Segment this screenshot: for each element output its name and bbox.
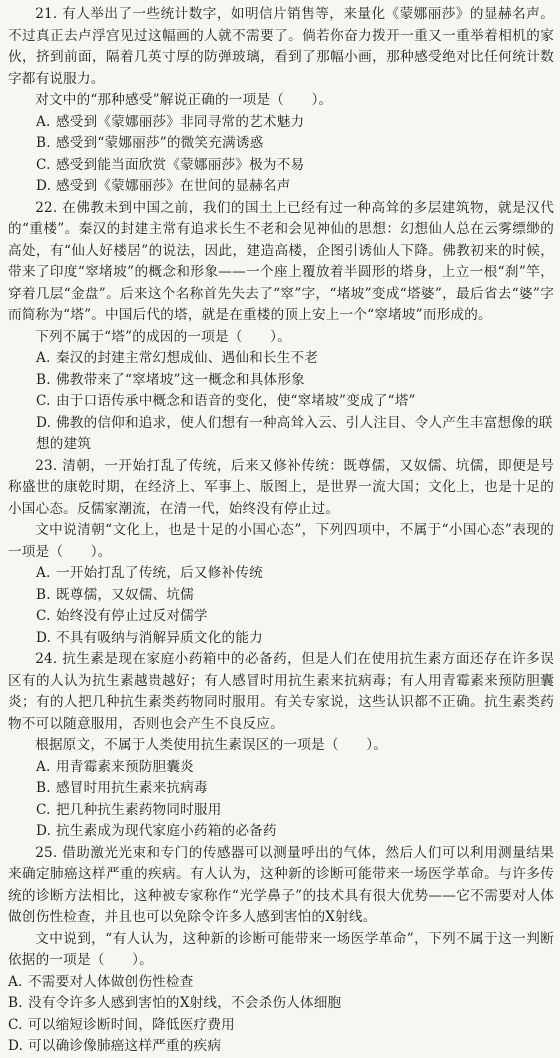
question-24-stem: 24. 抗生素是现在家庭小药箱中的必备药，但是人们在使用抗生素方面还存在许多误区有的人认为抗生素越贵越好；有人感冒时用抗生素来抗病毒；有人用青霉素来预防胆囊炎；有的人把几种抗生素类药物同时服用。有关专家说，这些认识都不正确。抗生素类药物不可以随意服用，否则也会产生不良反应。 — [8, 651, 554, 732]
option-letter: D. — [36, 178, 52, 194]
question-24-options — [8, 757, 554, 843]
option-letter: B. — [36, 135, 51, 151]
option-b[interactable] — [8, 133, 554, 155]
option-text: 感受到《蒙娜丽莎》在世间的显赫名声 — [56, 178, 291, 194]
option-text: 感受到《蒙娜丽莎》非同寻常的艺术魅力 — [56, 113, 305, 130]
question-22-options — [8, 348, 554, 456]
option-letter: A. — [36, 565, 51, 581]
option-a[interactable] — [8, 757, 554, 779]
question-23-options — [8, 563, 554, 649]
option-text: 用青霉素来预防胆囊炎 — [56, 758, 194, 775]
option-letter: C. — [36, 393, 51, 409]
option-text: 佛教带来了“窣堵坡”这一概念和具体形象 — [56, 371, 305, 388]
option-letter: D. — [36, 823, 52, 839]
option-b[interactable] — [8, 370, 554, 392]
option-c[interactable] — [8, 606, 554, 628]
question-22 — [8, 198, 554, 456]
option-a[interactable] — [8, 348, 554, 370]
option-letter: C. — [36, 801, 51, 818]
question-22-prompt: 下列不属于“塔”的成因的一项是（ ）。 — [35, 328, 291, 345]
option-b[interactable] — [8, 993, 554, 1015]
question-24-prompt: 根据原文，不属于人类使用抗生素误区的一项是（ ）。 — [35, 737, 388, 753]
option-text: 可以缩短诊断时间，降低医疗费用 — [28, 1016, 235, 1033]
option-letter: C. — [36, 156, 51, 173]
option-letter: C. — [8, 1016, 23, 1033]
option-text: 始终没有停止过反对儒学 — [56, 608, 208, 624]
option-letter: A. — [36, 113, 51, 130]
option-letter: A. — [36, 758, 51, 775]
option-letter: A. — [36, 350, 51, 366]
option-a[interactable] — [8, 972, 554, 994]
option-c[interactable] — [8, 1015, 554, 1037]
question-25-stem: 25. 借助激光光束和专门的传感器可以测量呼出的气体，然后人们可以利用测量结果来确定肺癌这样严重的疾病。有人认为，这种新的诊断可能带来一场医学革命。与许多传统的诊断方法相比，这种被专家称作“光学鼻子”的技术具有很大优势——它不需要对人体做创伤性检查，并且也可以免除令许多人感到害怕的X射线。 — [8, 844, 554, 925]
option-text: 由于口语传承中概念和语音的变化，使“窣堵坡”变成了“塔” — [56, 393, 416, 409]
option-text: 不具有吸纳与消解异质文化的能力 — [56, 629, 263, 646]
question-21-options — [8, 112, 554, 198]
option-c[interactable] — [8, 800, 554, 822]
option-text: 佛教的信仰和追求，使人们想有一种高耸入云、引人注目、令人产生丰富想像的联想的建筑 — [36, 414, 553, 452]
question-23 — [8, 456, 554, 650]
option-d[interactable] — [8, 176, 554, 198]
option-c[interactable] — [8, 155, 554, 177]
question-21 — [8, 4, 554, 198]
option-letter: D. — [8, 1038, 24, 1054]
question-25-prompt: 文中说到，“有人认为，这种新的诊断可能带来一场医学革命”，下列不属于这一判断依据的一项是（ ）。 — [8, 930, 554, 968]
option-d[interactable] — [8, 821, 554, 843]
question-21-prompt: 对文中的“那种感受”解说正确的一项是（ ）。 — [35, 92, 333, 108]
option-text: 抗生素成为现代家庭小药箱的必备药 — [56, 823, 277, 839]
option-letter: B. — [36, 371, 51, 388]
option-c[interactable] — [8, 391, 554, 413]
question-24 — [8, 649, 554, 843]
option-letter: C. — [36, 608, 51, 624]
option-text: 感冒时用抗生素来抗病毒 — [56, 780, 208, 796]
option-text: 没有令许多人感到害怕的X射线，不会杀伤人体细胞 — [28, 995, 342, 1011]
option-b[interactable] — [8, 585, 554, 607]
question-25 — [8, 843, 554, 1058]
option-d[interactable] — [8, 413, 554, 456]
option-a[interactable] — [8, 112, 554, 134]
option-d[interactable] — [8, 628, 554, 650]
option-text: 秦汉的封建主常幻想成仙、遇仙和长生不老 — [56, 350, 319, 366]
question-21-stem: 21. 有人举出了一些统计数字，如明信片销售等，来量化《蒙娜丽莎》的显赫名声。不过真正去卢浮宫见过这幅画的人就不需要了。倘若你奋力拨开一重又一重举着相机的家伙，挤到前面，隔着几英寸厚的防弹玻璃，看到了那幅小画，那种感受绝对比任何统计数字都有说服力。 — [8, 6, 554, 87]
question-23-prompt: 文中说清朝“文化上，也是十足的小国心态”，下列四项中，不属于“小国心态”表现的一项是（ ）。 — [8, 522, 554, 560]
option-letter: D. — [36, 629, 52, 646]
question-22-stem: 22. 在佛教未到中国之前，我们的国土上已经有过一种高耸的多层建筑物，就是汉代的“重楼”。秦汉的封建主常有追求长生不老和会见神仙的思想：幻想仙人总在云雾缥缈的高处，有“仙人好楼居”的说法，因此，建造高楼，企图引诱仙人下降。佛教初来的时候，带来了印度“窣堵坡”的概念和形象——一个座上覆放着半圆形的塔身，上立一根“刹”竿，穿着几层“金盘”。后来这个名称首先失去了“窣”字，“堵坡”变成“塔婆”，最后省去“婆”字而简称为“塔”。中国后代的塔，就是在重楼的顶上安上一个“窣堵坡”而形成的。 — [8, 199, 554, 323]
question-23-stem: 23. 清朝，一开始打乱了传统，后来又修补传统：既尊儒，又奴儒、坑儒，即便是号称盛世的康乾时期，在经济上、军事上、版图上，是世界一流大国；文化上，也是十足的小国心态。反儒家潮流，在清一代，始终没有停止过。 — [8, 457, 554, 517]
option-text: 可以确诊像肺癌这样严重的疾病 — [28, 1038, 222, 1054]
question-25-options — [8, 972, 554, 1058]
option-text: 既尊儒，又奴儒、坑儒 — [56, 586, 194, 603]
option-letter: B. — [8, 995, 23, 1011]
option-text: 感受到能当面欣赏《蒙娜丽莎》极为不易 — [56, 156, 305, 173]
option-letter: A. — [8, 973, 23, 990]
option-text: 把几种抗生素药物同时服用 — [56, 801, 222, 818]
option-letter: B. — [36, 780, 51, 796]
option-text: 感受到“蒙娜丽莎”的微笑充满诱惑 — [56, 135, 264, 151]
option-text: 不需要对人体做创伤性检查 — [28, 973, 194, 990]
option-letter: D. — [36, 414, 52, 431]
option-d[interactable] — [8, 1036, 554, 1058]
option-b[interactable] — [8, 778, 554, 800]
option-letter: B. — [36, 586, 51, 603]
option-a[interactable] — [8, 563, 554, 585]
option-text: 一开始打乱了传统，后又修补传统 — [56, 565, 263, 581]
